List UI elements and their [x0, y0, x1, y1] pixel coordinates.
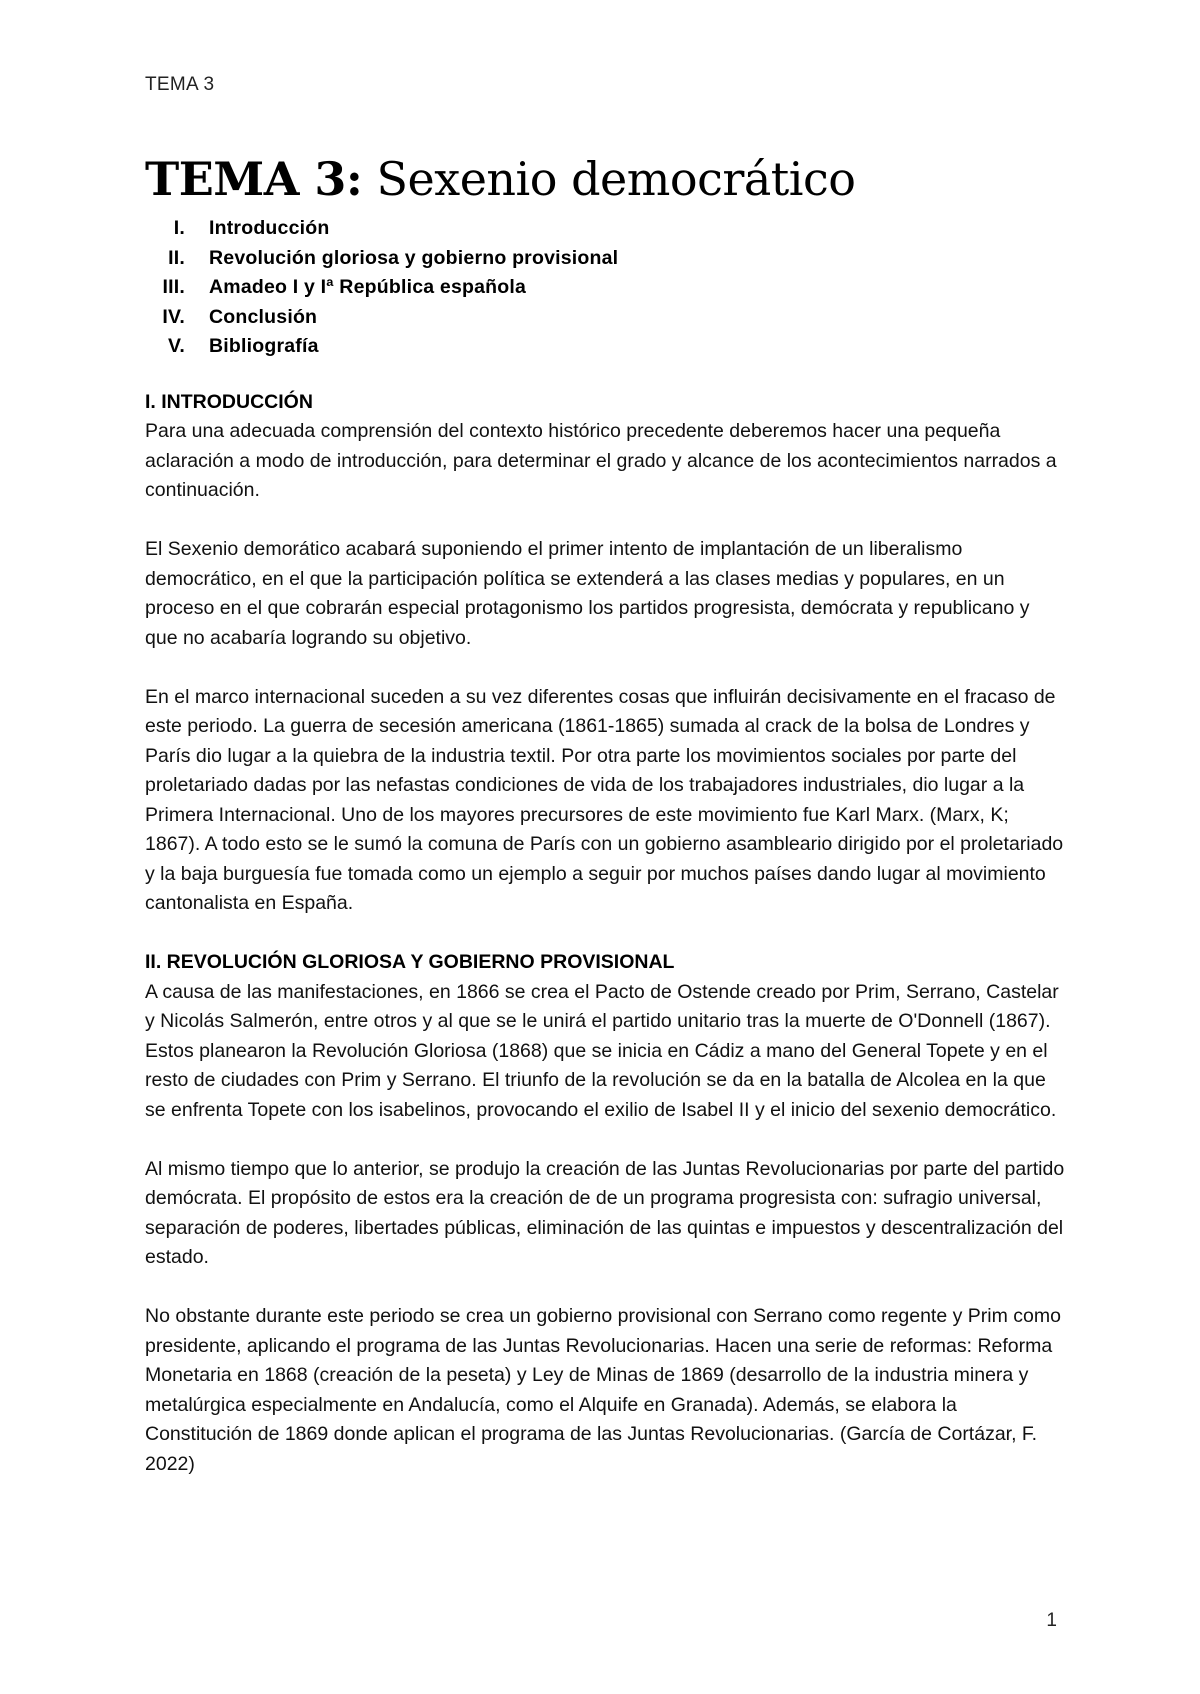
toc-number: IV.	[162, 305, 185, 328]
running-header: TEMA 3	[145, 74, 215, 95]
document-title	[145, 150, 1065, 208]
toc-item	[145, 303, 1065, 333]
page-number: 1	[1046, 1610, 1057, 1631]
toc-item	[145, 332, 1065, 362]
paragraph: En el marco internacional suceden a su vez diferentes cosas que influirán decisivamente en el fracaso de este periodo. La guerra de secesión americana (1861-1865) sumada al crack de la bolsa de Londres y París dio lugar a la quiebra de la industria textil. Por otra parte los movimientos sociales por parte del proletariado dadas por las nefastas condiciones de vida de los trabajadores industriales, dio lugar a la Primera Internacional. Uno de los mayores precursores de este movimiento fue Karl Marx. (Marx, K; 1867). A todo esto se le sumó la comuna de París con un gobierno asambleario dirigido por el proletariado y la baja burguesía fue tomada como un ejemplo a seguir por muchos países dando lugar al movimiento cantonalista en España.	[145, 685, 1064, 914]
paragraph: Para una adecuada comprensión del contexto histórico precedente deberemos hacer una pequeña aclaración a modo de introducción, para determinar el grado y alcance de los acontecimientos narrados a continuación.	[145, 420, 1057, 501]
toc-label: Bibliografía	[209, 335, 319, 358]
toc-item	[145, 244, 1065, 274]
section-heading-revolucion-gloriosa: II. REVOLUCIÓN GLORIOSA Y GOBIERNO PROVISIONAL	[145, 951, 675, 973]
paragraph: Al mismo tiempo que lo anterior, se produjo la creación de las Juntas Revolucionarias por parte del partido demócrata. El propósito de estos era la creación de de un programa progresista con: sufragio universal, separación de poderes, libertades públicas, eliminación de las quintas e impuestos y descentralización del estado.	[145, 1157, 1065, 1268]
toc-label: Introducción	[209, 217, 330, 240]
toc-number: III.	[162, 276, 185, 299]
paragraph: A causa de las manifestaciones, en 1866 se crea el Pacto de Ostende creado por Prim, Serrano, Castelar y Nicolás Salmerón, entre otros y al que se le unirá el partido unitario tras la muerte de O'Donnell (1867). Estos planearon la Revolución Gloriosa (1868) que se inicia en Cádiz a mano del General Topete y en el resto de ciudades con Prim y Serrano. El triunfo de la revolución se da en la batalla de Alcolea en la que se enfrenta Topete con los isabelinos, provocando el exilio de Isabel II y el inicio del sexenio democrático.	[145, 980, 1059, 1121]
section-heading-introduccion: I. INTRODUCCIÓN	[145, 390, 313, 413]
table-of-contents	[145, 214, 1065, 362]
toc-number: I.	[173, 217, 185, 240]
paragraph: No obstante durante este periodo se crea un gobierno provisional con Serrano como regente y Prim como presidente, aplicando el programa de las Juntas Revolucionarias. Hacen una serie de reformas: Reforma Monetaria en 1868 (creación de la peseta) y Ley de Minas de 1869 (desarrollo de la industria minera y metalúrgica especialmente en Andalucía, como el Alquife en Granada). Además, se elabora la Constitución de 1869 donde aplican el programa de las Juntas Revolucionarias. (García de Cortázar, F. 2022)	[145, 1305, 1061, 1475]
toc-label: Amadeo I y Iª República española	[209, 276, 527, 299]
toc-item	[145, 214, 1065, 244]
document-body	[145, 150, 1065, 1479]
toc-number: II.	[168, 246, 185, 269]
toc-number: V.	[167, 335, 185, 358]
title-text: Sexenio democrático	[362, 152, 856, 206]
toc-item	[145, 273, 1065, 303]
paragraph: El Sexenio demorático acabará suponiendo el primer intento de implantación de un liberalismo democrático, en el que la participación política se extenderá a las clases medias y populares, en un proceso en el que cobrarán especial protagonismo los partidos progresista, demócrata y republicano y que no acabaría logrando su objetivo.	[145, 538, 1030, 649]
toc-label: Revolución gloriosa y gobierno provisional	[209, 246, 619, 269]
title-prefix: TEMA 3:	[145, 152, 363, 206]
toc-label: Conclusión	[209, 305, 318, 328]
